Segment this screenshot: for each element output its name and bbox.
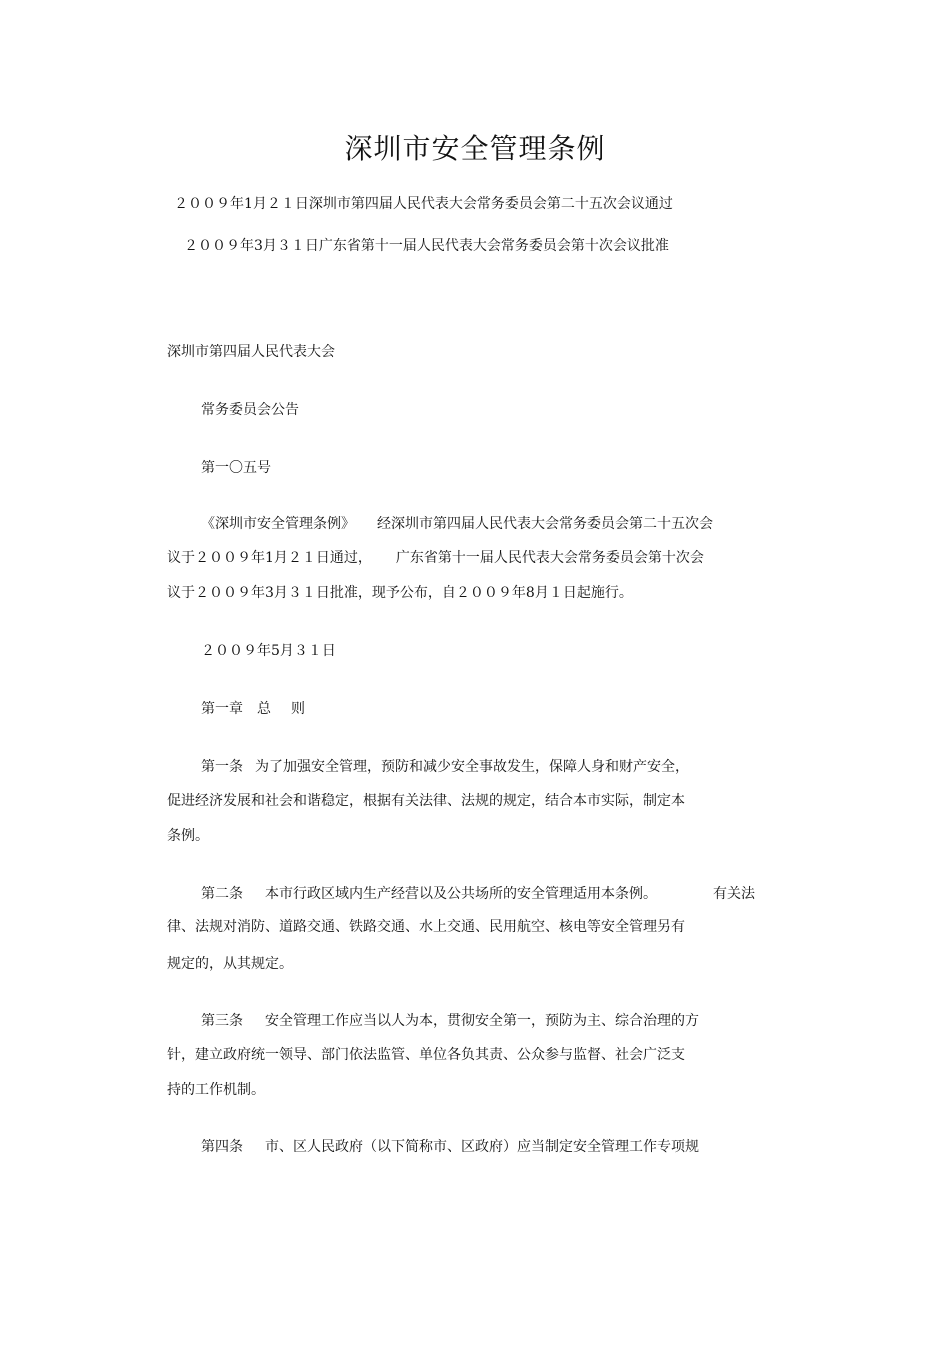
article-1-line-1 xyxy=(201,758,689,776)
chapter-1-title-part-1: 总 xyxy=(257,701,271,717)
article-3-label: 第三条 xyxy=(201,1013,243,1029)
article-3-line-2: 针，建立政府统一领导、部门依法监管、单位各负其责、公众参与监督、社会广泛支 xyxy=(167,1047,685,1063)
announcement-issuer-body: 常务委员会公告 xyxy=(201,402,299,418)
article-2-text-1a: 本市行政区域内生产经营以及公共场所的安全管理适用本条例。 xyxy=(265,886,657,902)
announcement-date: ２００９年5月３１日 xyxy=(201,643,336,659)
article-4-label: 第四条 xyxy=(201,1139,243,1155)
chapter-1-number: 第一章 xyxy=(201,701,243,717)
chapter-1-heading xyxy=(201,700,305,718)
article-2-line-3: 规定的，从其规定。 xyxy=(167,956,293,972)
announcement-para-line-1 xyxy=(201,515,713,533)
article-4-text-1: 市、区人民政府（以下简称市、区政府）应当制定安全管理工作专项规 xyxy=(265,1139,699,1155)
article-3-line-1 xyxy=(201,1012,699,1030)
chapter-1-title-part-2: 则 xyxy=(291,701,305,717)
article-2-line-1 xyxy=(201,885,755,903)
article-3-line-3: 持的工作机制。 xyxy=(167,1082,265,1098)
announcement-para-line-2 xyxy=(167,549,704,567)
announcement-para-line-1a: 《深圳市安全管理条例》 xyxy=(201,516,355,532)
adoption-line-1: ２００９年1月２１日深圳市第四届人民代表大会常务委员会第二十五次会议通过 xyxy=(174,196,673,212)
announcement-para-line-3: 议于２００９年3月３１日批准，现予公布，自２００９年8月１日起施行。 xyxy=(167,585,633,601)
announcement-para-line-2b: 广东省第十一届人民代表大会常务委员会第十次会 xyxy=(395,550,704,566)
announcement-para-line-2a: 议于２００９年1月２１日通过， xyxy=(167,550,372,566)
article-1-line-2: 促进经济发展和社会和谐稳定，根据有关法律、法规的规定，结合本市实际，制定本 xyxy=(167,793,685,809)
article-2-label: 第二条 xyxy=(201,886,243,902)
document-title: 深圳市安全管理条例 xyxy=(344,132,606,165)
article-1-text-1: 为了加强安全管理，预防和减少安全事故发生，保障人身和财产安全， xyxy=(255,759,689,775)
article-1-label: 第一条 xyxy=(201,759,243,775)
announcement-issuer: 深圳市第四届人民代表大会 xyxy=(167,344,335,360)
article-4-line-1 xyxy=(201,1138,699,1156)
announcement-para-line-1b: 经深圳市第四届人民代表大会常务委员会第二十五次会 xyxy=(377,516,713,532)
article-2-text-1b: 有关法 xyxy=(713,886,755,902)
announcement-number: 第一〇五号 xyxy=(201,460,271,476)
article-1-line-3: 条例。 xyxy=(167,828,209,844)
article-3-text-1: 安全管理工作应当以人为本，贯彻安全第一，预防为主、综合治理的方 xyxy=(265,1013,699,1029)
article-2-line-2: 律、法规对消防、道路交通、铁路交通、水上交通、民用航空、核电等安全管理另有 xyxy=(167,919,685,935)
adoption-line-2: ２００９年3月３１日广东省第十一届人民代表大会常务委员会第十次会议批准 xyxy=(184,238,669,254)
